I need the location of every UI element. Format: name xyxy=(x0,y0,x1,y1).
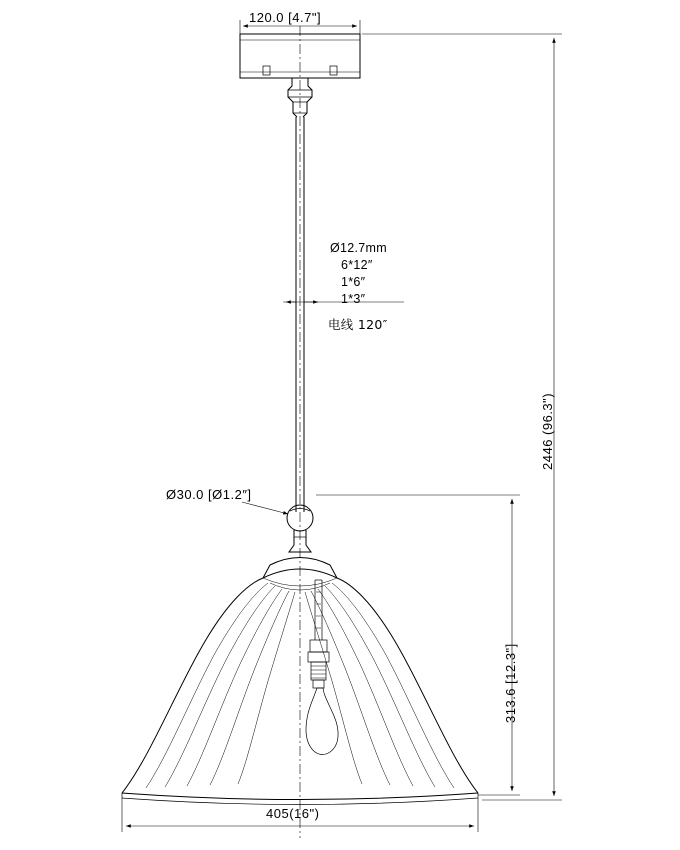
note-wire-length: 电线 120″ xyxy=(328,317,388,332)
dimension-overall-height: 2446 (96.3") xyxy=(540,392,555,470)
note-cord-spec-1: 6*12″ xyxy=(341,258,373,272)
dimension-top-width: 120.0 [4.7"] xyxy=(249,10,322,25)
dimension-ball-diameter: Ø30.0 [Ø1.2″] xyxy=(166,487,252,502)
note-cord-spec-3: 1*3″ xyxy=(341,292,366,306)
note-cord-diameter: Ø12.7mm xyxy=(330,241,387,255)
note-cord-spec-2: 1*6″ xyxy=(341,275,366,289)
dimension-bottom-width: 405(16") xyxy=(266,806,320,821)
dimension-shade-height: 313.6 [12.3"] xyxy=(503,643,518,723)
